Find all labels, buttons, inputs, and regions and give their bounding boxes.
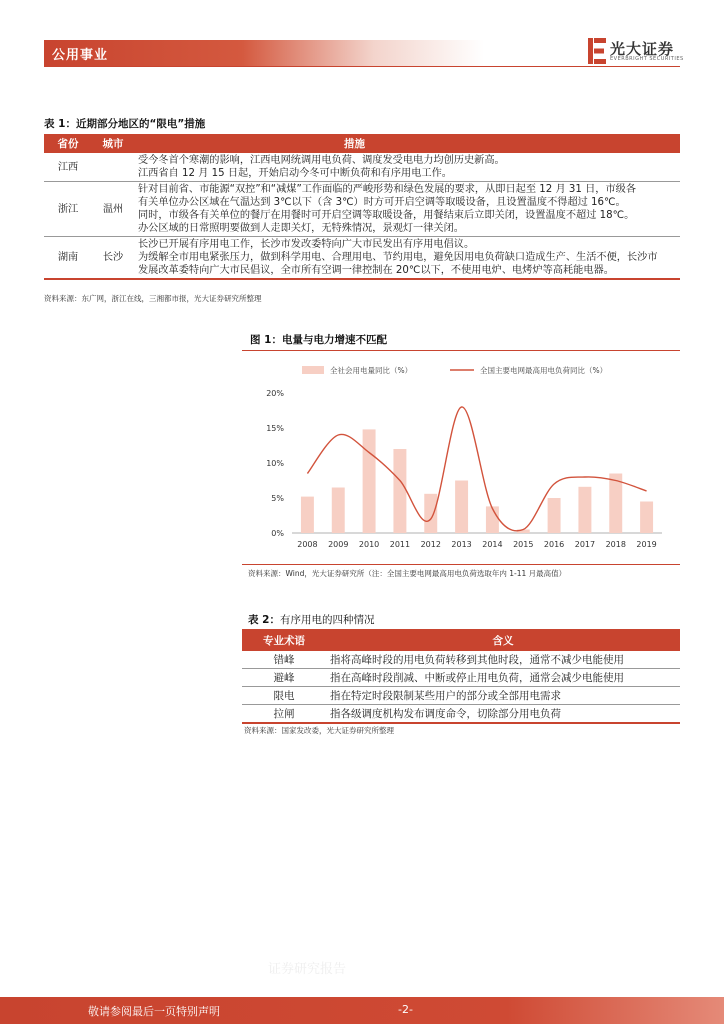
section-title: 公用事业	[52, 48, 109, 63]
bar-2012	[424, 494, 437, 533]
logo-mark-icon	[588, 38, 606, 64]
figure1-top-rule	[242, 350, 680, 351]
figure1-bottom-rule	[242, 564, 680, 565]
definition-cell: 指在特定时段限制某些用户的部分或全部用电需求	[326, 687, 680, 705]
max-load-growth-line	[307, 407, 646, 531]
province-cell: 浙江	[44, 182, 92, 237]
x-tick-label: 2008	[297, 540, 318, 549]
legend-label-bar: 全社会用电量同比（%）	[330, 366, 413, 375]
table2-header-term: 专业术语	[242, 629, 326, 651]
logo-name-cn: 光大证券	[610, 40, 675, 58]
table1-header-measures: 措施	[134, 134, 680, 153]
measure-line: 办公区域的日常照明要做到人走即关灯，无特殊情况，景观灯一律关闭。	[138, 223, 464, 234]
table1-caption	[44, 116, 205, 131]
electricity-growth-chart	[242, 352, 680, 562]
figure1-caption-text: 电量与电力增速不匹配	[281, 334, 387, 346]
table1-header-row	[44, 134, 680, 153]
x-tick-label: 2015	[513, 540, 534, 549]
x-tick-label: 2010	[358, 540, 380, 549]
city-cell	[92, 153, 134, 182]
measures-cell	[134, 153, 680, 182]
y-tick-label: 5%	[271, 494, 284, 503]
term-cell: 拉闸	[242, 705, 326, 724]
table2-header-row	[242, 629, 680, 651]
y-tick-label: 15%	[266, 424, 284, 433]
bar-2008	[301, 497, 314, 533]
company-logo	[588, 38, 684, 66]
watermark: 证券研究报告	[268, 962, 347, 977]
bar-2017	[578, 487, 591, 533]
definition-cell: 指将高峰时段的用电负荷转移到其他时段，通常不减少电能使用	[326, 651, 680, 669]
bar-2016	[548, 498, 561, 533]
measure-line: 有关单位办公区域在气温达到 3℃以下（含 3℃）时方可开启空调等取暖设备，且设置温度不得超过 16℃。	[138, 197, 626, 208]
bar-2009	[332, 488, 345, 534]
province-cell: 湖南	[44, 237, 92, 280]
bar-2014	[486, 506, 499, 533]
x-tick-label: 2016	[543, 540, 565, 549]
table2-caption-text: 有序用电的四种情况	[279, 614, 375, 626]
figure1-caption-label: 图 1：	[250, 334, 282, 346]
table2-caption-label: 表 2：	[248, 614, 280, 626]
measure-line: 同时，市级各有关单位的餐厅在用餐时可开启空调等取暖设备，用餐结束后立即关闭，设置温度不超过 18℃。	[138, 210, 635, 221]
measures-cell	[134, 237, 680, 280]
x-tick-label: 2017	[574, 540, 596, 549]
table-row	[44, 182, 680, 237]
bar-2013	[455, 481, 468, 534]
table-row	[242, 669, 680, 687]
legend-label-line: 全国主要电网最高用电负荷同比（%）	[480, 366, 608, 375]
province-cell: 江西	[44, 153, 92, 182]
table1-header-city: 城市	[92, 134, 134, 153]
bar-2011	[393, 449, 406, 533]
header-rule	[44, 66, 680, 67]
x-tick-label: 2012	[420, 540, 441, 549]
measure-line: 发展改革委特向广大市民倡议，全市所有空调一律控制在 20℃以下，不使用电炉、电烤炉等高耗能电器。	[138, 265, 614, 276]
measure-line: 针对目前省、市能源“双控”和“减煤”工作面临的严峻形势和绿色发展的要求，从即日起至 12 月 31 日，市级各	[138, 184, 637, 195]
table1-caption-text: 近期部分地区的“限电”措施	[75, 118, 206, 130]
table2-header-definition: 含义	[326, 629, 680, 651]
table-row	[242, 705, 680, 724]
table2-source: 资料来源：国家发改委，光大证券研究所整理	[244, 726, 394, 735]
y-tick-label: 0%	[271, 529, 284, 538]
y-tick-label: 20%	[266, 389, 284, 398]
measure-line: 受今冬首个寒潮的影响，江西电网统调用电负荷、调度发受电电力均创历史新高。	[138, 155, 505, 166]
bar-2010	[363, 429, 376, 533]
table2-caption	[248, 612, 374, 627]
logo-name-en: EVERBRIGHT SECURITIES	[610, 56, 684, 62]
footer-disclaimer: 敬请参阅最后一页特别声明	[88, 1005, 220, 1018]
measure-line: 江西省自 12 月 15 日起，开始启动今冬可中断负荷和有序用电工作。	[138, 168, 452, 179]
orderly-power-table	[242, 629, 680, 724]
x-tick-label: 2018	[605, 540, 626, 549]
table1-caption-label: 表 1：	[44, 118, 76, 130]
bar-2019	[640, 502, 653, 534]
table-row	[44, 153, 680, 182]
term-cell: 错峰	[242, 651, 326, 669]
legend-swatch-bar	[302, 366, 324, 374]
definition-cell: 指各级调度机构发布调度命令，切除部分用电负荷	[326, 705, 680, 724]
y-tick-label: 10%	[266, 459, 284, 468]
term-cell: 避峰	[242, 669, 326, 687]
restriction-measures-table	[44, 134, 680, 280]
figure1-source: 资料来源：Wind，光大证券研究所（注：全国主要电网最高用电负荷选取年内 1-11 月最高值）	[248, 569, 567, 578]
x-tick-label: 2013	[451, 540, 472, 549]
city-cell: 长沙	[92, 237, 134, 280]
table-row	[242, 651, 680, 669]
x-tick-label: 2011	[389, 540, 411, 549]
measures-cell	[134, 182, 680, 237]
table-row	[242, 687, 680, 705]
table1-source: 资料来源：东广网，浙江在线，三湘都市报，光大证券研究所整理	[44, 294, 262, 303]
measure-line: 为缓解全市用电紧张压力，做到科学用电、合理用电、节约用电，避免因用电负荷缺口造成生产、生活不便，长沙市	[138, 252, 658, 263]
x-tick-label: 2014	[482, 540, 503, 549]
x-tick-label: 2019	[636, 540, 657, 549]
term-cell: 限电	[242, 687, 326, 705]
x-tick-label: 2009	[328, 540, 349, 549]
definition-cell: 指在高峰时段削减、中断或停止用电负荷，通常会减少电能使用	[326, 669, 680, 687]
city-cell: 温州	[92, 182, 134, 237]
table-row	[44, 237, 680, 280]
header-bar	[44, 40, 484, 66]
table1-header-province: 省份	[44, 134, 92, 153]
page-number: -2-	[398, 1003, 413, 1016]
figure1-caption	[250, 332, 387, 347]
measure-line: 长沙已开展有序用电工作，长沙市发改委特向广大市民发出有序用电倡议。	[138, 239, 475, 250]
